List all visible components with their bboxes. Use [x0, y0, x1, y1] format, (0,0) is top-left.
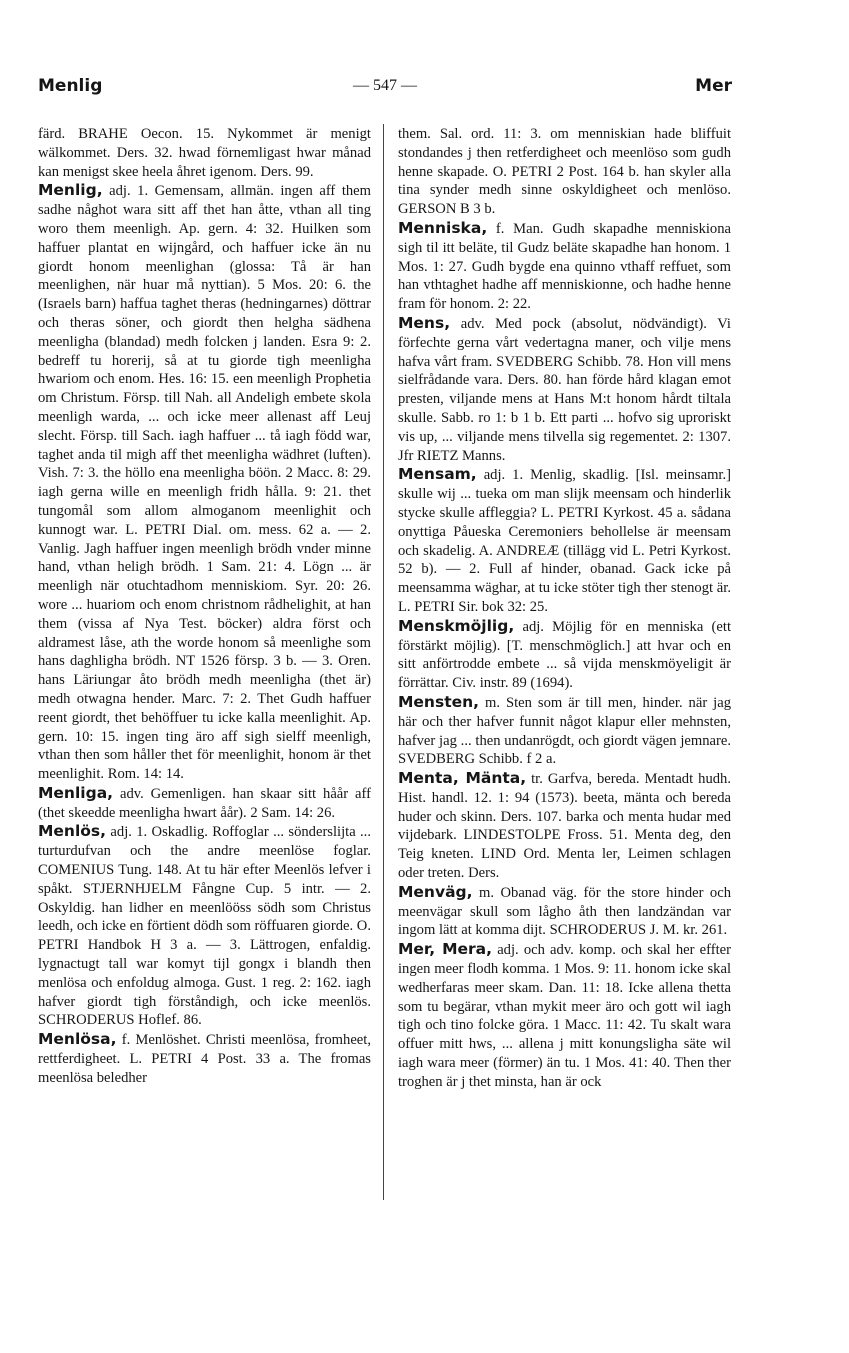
- entry: [398, 124, 731, 219]
- page-header: [38, 76, 732, 102]
- entry: [398, 219, 731, 314]
- entry-headword: Mer, Mera,: [398, 940, 493, 959]
- entry-text: färd. BRAHE Oecon. 15. Nykommet är menigt wälkommet. Ders. 32. hwad förnemligast hwar månad kan menigst skee heela åhret igenom. Ders. 99.: [38, 126, 371, 180]
- entry-text: adv. Med pock (absolut, nödvändigt). Vi förfechte gerna vårt vedertagna maner, och vilje mens hafva vårt fram. SVEDBERG Schibb. 78. Hon vill mens sielfrådande vara. Ders. 80. han förde hård klagan emot presten, viljande mens at Hans M:t honom hårdt tiltala skulle. Sabb. ro 1: b 1 b. Ett parti ... hofvo sig uproriskt vis up, ... viljande mens tilvella sig regementet. 2: 1307. Jfr RIETZ Manns.: [398, 315, 731, 464]
- entry: [398, 617, 731, 693]
- entry-headword: Menlig,: [38, 181, 103, 200]
- entry-text: adv. Gemenligen. han skaar sitt håår aff (thet skeedde meenligha hwart åår). 2 Sam. 14: 26.: [38, 785, 371, 821]
- entry-headword: Menliga,: [38, 783, 114, 802]
- entry-text: f. Man. Gudh skapadhe menniskiona sigh til itt beläte, til Gudz beläte skapadhe han honom. 1 Mos. 1: 27. Gudh bygde ena quinno vthaff reffuet, som han vthtaghet hadhe aff menniskionne, och hadhe henne fram för honom. 2: 22.: [398, 220, 731, 313]
- entry-text: f. Menlöshet. Christi meenlösa, fromheet, rettferdigheet. L. PETRI 4 Post. 33 a. The fromas meenlösa beledher: [38, 1032, 371, 1086]
- entry-headword: Mensam,: [398, 465, 477, 484]
- entry-headword: Menlösa,: [38, 1030, 117, 1049]
- left-running-headword: Menlig: [38, 76, 103, 96]
- entry: [398, 940, 731, 1091]
- entry: [398, 465, 731, 616]
- right-column: [398, 124, 731, 1092]
- entry-text: adj. 1. Menlig, skadlig. [Isl. meinsamr.] skulle wij ... tueka om man slijk meensam och hinderlik stycke skulle affleggia? L. PETRI Kyrkost. 45 a. sådana onyttiga Påueska Ceremoniers behollelse är meensam och skadelig. A. ANDREÆ (tillägg vid L. Petri Kyrkost. 52 b). — 2. Full af hinder, obanad. Gack icke på meensamma wäghar, at tu icke stöter tigh ther stenogt är. L. PETRI Sir. bok 32: 25.: [398, 467, 731, 615]
- page-number: — 547 —: [353, 77, 417, 94]
- entry: [398, 883, 731, 940]
- entry: [38, 1030, 371, 1087]
- entry-headword: Menväg,: [398, 882, 473, 901]
- entry-text: adj. Möjlig för en menniska (ett förstärkt möjlig). [T. menschmöglich.] att hvar och en sitt anförtrodde embete ... så vijda menskmöyeligit är förrättar. Civ. instr. 89 (1694).: [398, 618, 731, 692]
- entry-headword: Menta, Mänta,: [398, 769, 527, 788]
- entry-text: adj. 1. Oskadlig. Roffoglar ... sönderslijta ... turturdufvan och the andre meenlöse foglar. COMENIUS Tung. 148. At tu här efter Meenlös lefver i spåkt. STJERNHJELM Fångne Cup. 5 intr. — 2. Oskyldig. han lidher en meenlööss södh som Christus leedh, och icke en förtient dödh som röffuaren giorde. O. PETRI Handbok H 3 a. — 3. Lättrogen, enfaldig. lygnactugt tall war komyt tijl gongx i blandh then menlösa och enfoldug almoga. Gust. 1 reg. 2: 162. iagh hafver giordt tigh förståndigh, och icke meenlös. SCHRODERUS Hoflef. 86.: [38, 824, 371, 1029]
- entry-text: m. Obanad väg. för the store hinder och meenvägar skull som lågho åth then landzändan var ingom lätt at komma dijt. SCHRODERUS J. M. kr. 261.: [398, 884, 731, 939]
- right-running-headword: Mer: [695, 76, 732, 96]
- entry: [38, 822, 371, 1030]
- entry-headword: Menlös,: [38, 822, 107, 841]
- entry: [398, 693, 731, 769]
- entry-text: them. Sal. ord. 11: 3. om menniskian hade bliffuit stondandes j then retferdigheet och meenlöso som gudh henne skapade. O. PETRI 2 Post. 164 b. han skyler alla tina synder medh sinne oskyldigheet och menlöso. GERSON B 3 b.: [398, 126, 731, 218]
- entry-headword: Menskmöjlig,: [398, 616, 515, 635]
- entry-text: tr. Garfva, bereda. Mentadt hudh. Hist. handl. 12. 1: 94 (1573). beeta, mänta och bereda huder och skinn. Ders. 107. barka och menta hudar med vijdebark. LINDESTOLPE Fross. 51. Menta deg, den Teig kneten. LIND Ord. Menta ler, Leimen schlagen oder treten. Ders.: [398, 771, 731, 882]
- entry-text: m. Sten som är till men, hinder. när jag här och ther hafver funnit något klapur eller mehnsten, hafver jag ... then undanrögdt, och giordt vägen jemnare. SVEDBERG Schibb. f 2 a.: [398, 694, 731, 768]
- entry: [38, 124, 371, 181]
- entry: [398, 314, 731, 465]
- entry: [398, 769, 731, 883]
- entry-headword: Mensten,: [398, 692, 480, 711]
- left-column: [38, 124, 371, 1088]
- entry: [38, 181, 371, 784]
- entry-text: adj. och adv. komp. och skal her effter ingen meer flodh komma. 1 Mos. 9: 11. honom icke skal wedherfaras meer skam. Dan. 11: 18. Icke allena thetta som tu begärar, vthan mykit meer äro och gott wil iagh tigh och tino folcke göra. 1 Macc. 11: 42. Tu skalt wara offuer mitt hws, ... allena j mitt konungsligha säte wil iagh wara meer (förmer) än tu. 1 Mos. 41: 40. Then ther troghen är j thet minsta, han är ock: [398, 942, 731, 1090]
- entry-headword: Menniska,: [398, 218, 488, 237]
- entry: [38, 784, 371, 823]
- column-divider: [383, 124, 384, 1200]
- entry-headword: Mens,: [398, 313, 451, 332]
- entry-text: adj. 1. Gemensam, allmän. ingen aff them sadhe någhot wara sitt aff thet han åtte, vthan all ting woro them meenligh. Ap. gern. 4: 32. Huilken som haffuer plantat en wijngård, och haffuer icke än nu giordt honom meenlighan (glossa: Tå är han meenlighen, när huar må nyttian). 5 Mos. 20: 6. the (Israels barn) haffua taghet theras (hedningarnes) döttrar och theras söner, och giordt then helgha sädhena meenligha (blandad) medh folcken j landen. Esra 9: 2. bedreff tu horerij, så at tu giorde tigh meenligha hwariom och enom. Hes. 16: 15. een meenligh Prophetia om Christum. Försp. till Nah. all Andeligh embete skola meenligh warda, ... och icke meer allenast aff Leuj slecht. Försp. till Sach. iagh haffuer ... tå iagh född war, taghet anda til migh aff thet meenligha wädhret (luften). Vish. 7: 3. the höllo ena meenligha böön. 2 Macc. 8: 29. iagh gerna wille en meenligh fridh hålla. 9: 21. thet tungomål som allom almoganom meenlighit och kunnogt war. L. PETRI Dial. om. mess. 62 a. — 2. Vanlig. Jagh haffuer ingen meenligh brödh vnder minne hand, vthan heligh brödh. 1 Sam. 21: 4. Lögn ... är meenligh när otuchtadhom menniskiom. Syr. 20: 26. wore ... huariom och enom christnom rådhelighit, at han them (vissa af Nya Test. böcker) aldra först och aldramest låse, ath the worde honom så meenlighe som hans daghligha brödh. NT 1526 försp. 3 b. — 3. Oren. hans Läriungar åto brödh medh meenligha (thet är) medh otwagna hender. Marc. 7: 2. Thet Gudh haffuer reent giordt, thet behöffuer tu icke kalla meenlighit. Ap. gern. 10: 15. ingen ting äro aff sigh sielff meenligh, vthan then som håller thet för meenlighit, honom är thet meenlighit. Rom. 14: 14.: [38, 183, 371, 783]
